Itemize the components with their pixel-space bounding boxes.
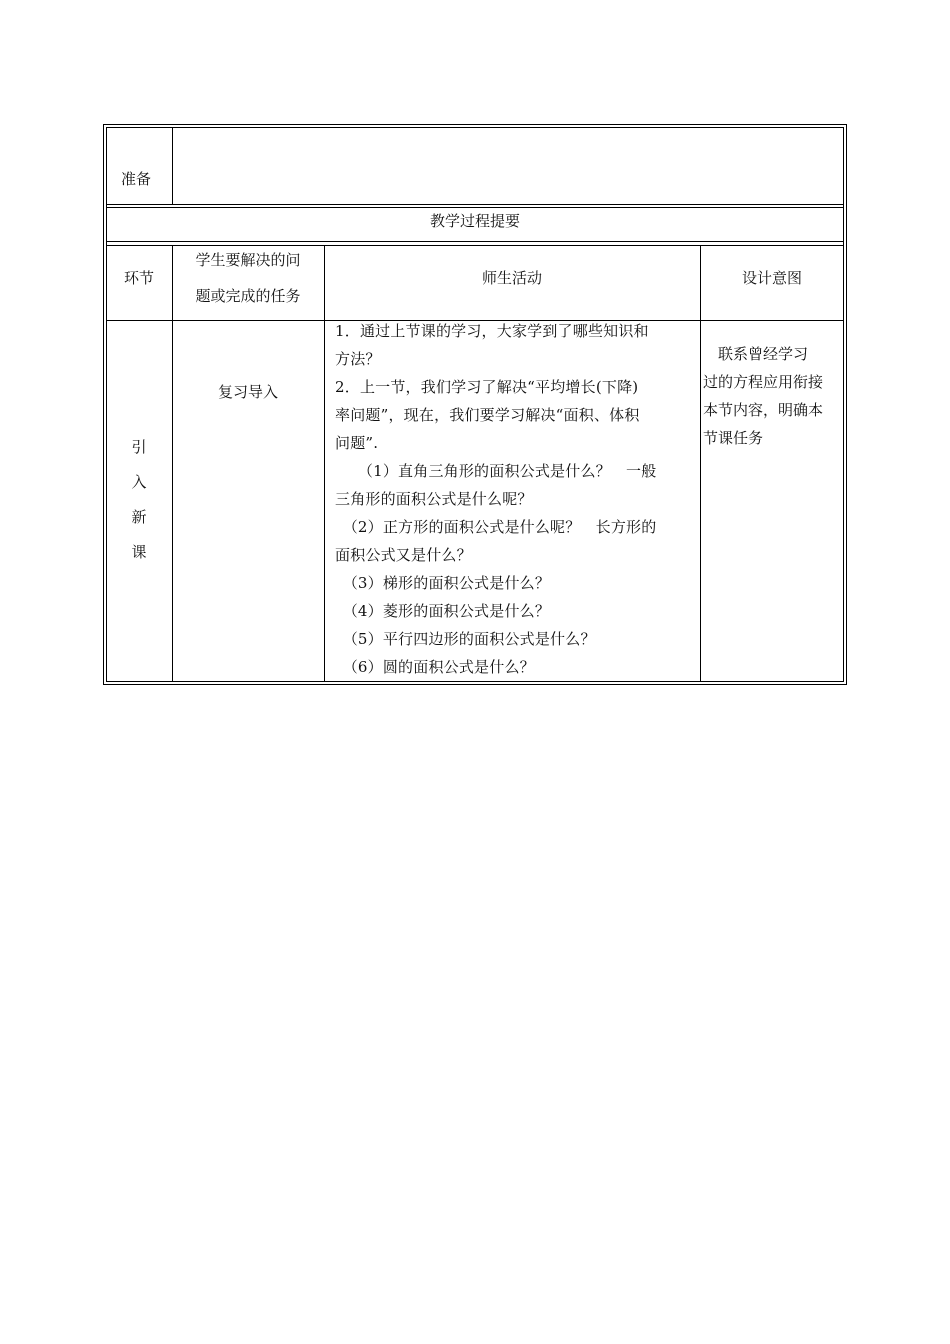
column-divider	[172, 245, 173, 682]
activity-line: （5）平行四边形的面积公式是什么？	[335, 630, 596, 648]
row-divider	[106, 204, 844, 205]
column-divider	[324, 245, 325, 682]
row-divider	[106, 245, 844, 246]
header-task-line1: 学生要解决的问	[195, 251, 301, 269]
intent-line: 联系曾经学习	[703, 345, 809, 363]
activity-line: （2）正方形的面积公式是什么呢？ 长方形的	[335, 518, 657, 536]
activity-line: （3）梯形的面积公式是什么？	[335, 574, 551, 592]
header-stage: 环节	[123, 269, 154, 287]
column-divider	[700, 245, 701, 682]
stage-char: 课	[131, 543, 147, 561]
intent-line: 过的方程应用衔接	[703, 373, 824, 391]
activity-cell	[335, 317, 695, 681]
row-divider	[106, 241, 844, 242]
header-intent: 设计意图	[741, 269, 802, 287]
activity-line: （6）圆的面积公式是什么？	[335, 658, 535, 676]
task-cell: 复习导入	[217, 383, 278, 401]
activity-line: （4）菱形的面积公式是什么？	[335, 602, 551, 620]
activity-line: 1．通过上节课的学习，大家学到了哪些知识和	[335, 322, 649, 340]
column-divider	[172, 127, 173, 204]
stage-char: 引	[131, 438, 147, 456]
stage-char: 入	[131, 473, 147, 491]
activity-line: （1）直角三角形的面积公式是什么？ 一般	[335, 462, 657, 480]
prep-label: 准备	[121, 170, 152, 188]
intent-cell	[703, 340, 843, 452]
activity-line: 率问题”，现在，我们要学习解决“面积、体积	[335, 406, 640, 424]
intent-line: 本节内容，明确本	[703, 401, 824, 419]
activity-line: 问题”.	[335, 434, 379, 452]
activity-line: 2．上一节，我们学习了解决“平均增长(下降)	[335, 378, 639, 396]
activity-line: 方法？	[335, 350, 381, 368]
activity-line: 面积公式又是什么？	[335, 546, 472, 564]
header-task-line2: 题或完成的任务	[195, 287, 301, 305]
activity-line: 三角形的面积公式是什么呢？	[335, 490, 533, 508]
intent-line: 节课任务	[703, 429, 764, 447]
process-title: 教学过程提要	[429, 212, 520, 230]
stage-char: 新	[131, 508, 147, 526]
stage-cell	[106, 430, 172, 570]
header-activity: 师生活动	[481, 269, 542, 287]
